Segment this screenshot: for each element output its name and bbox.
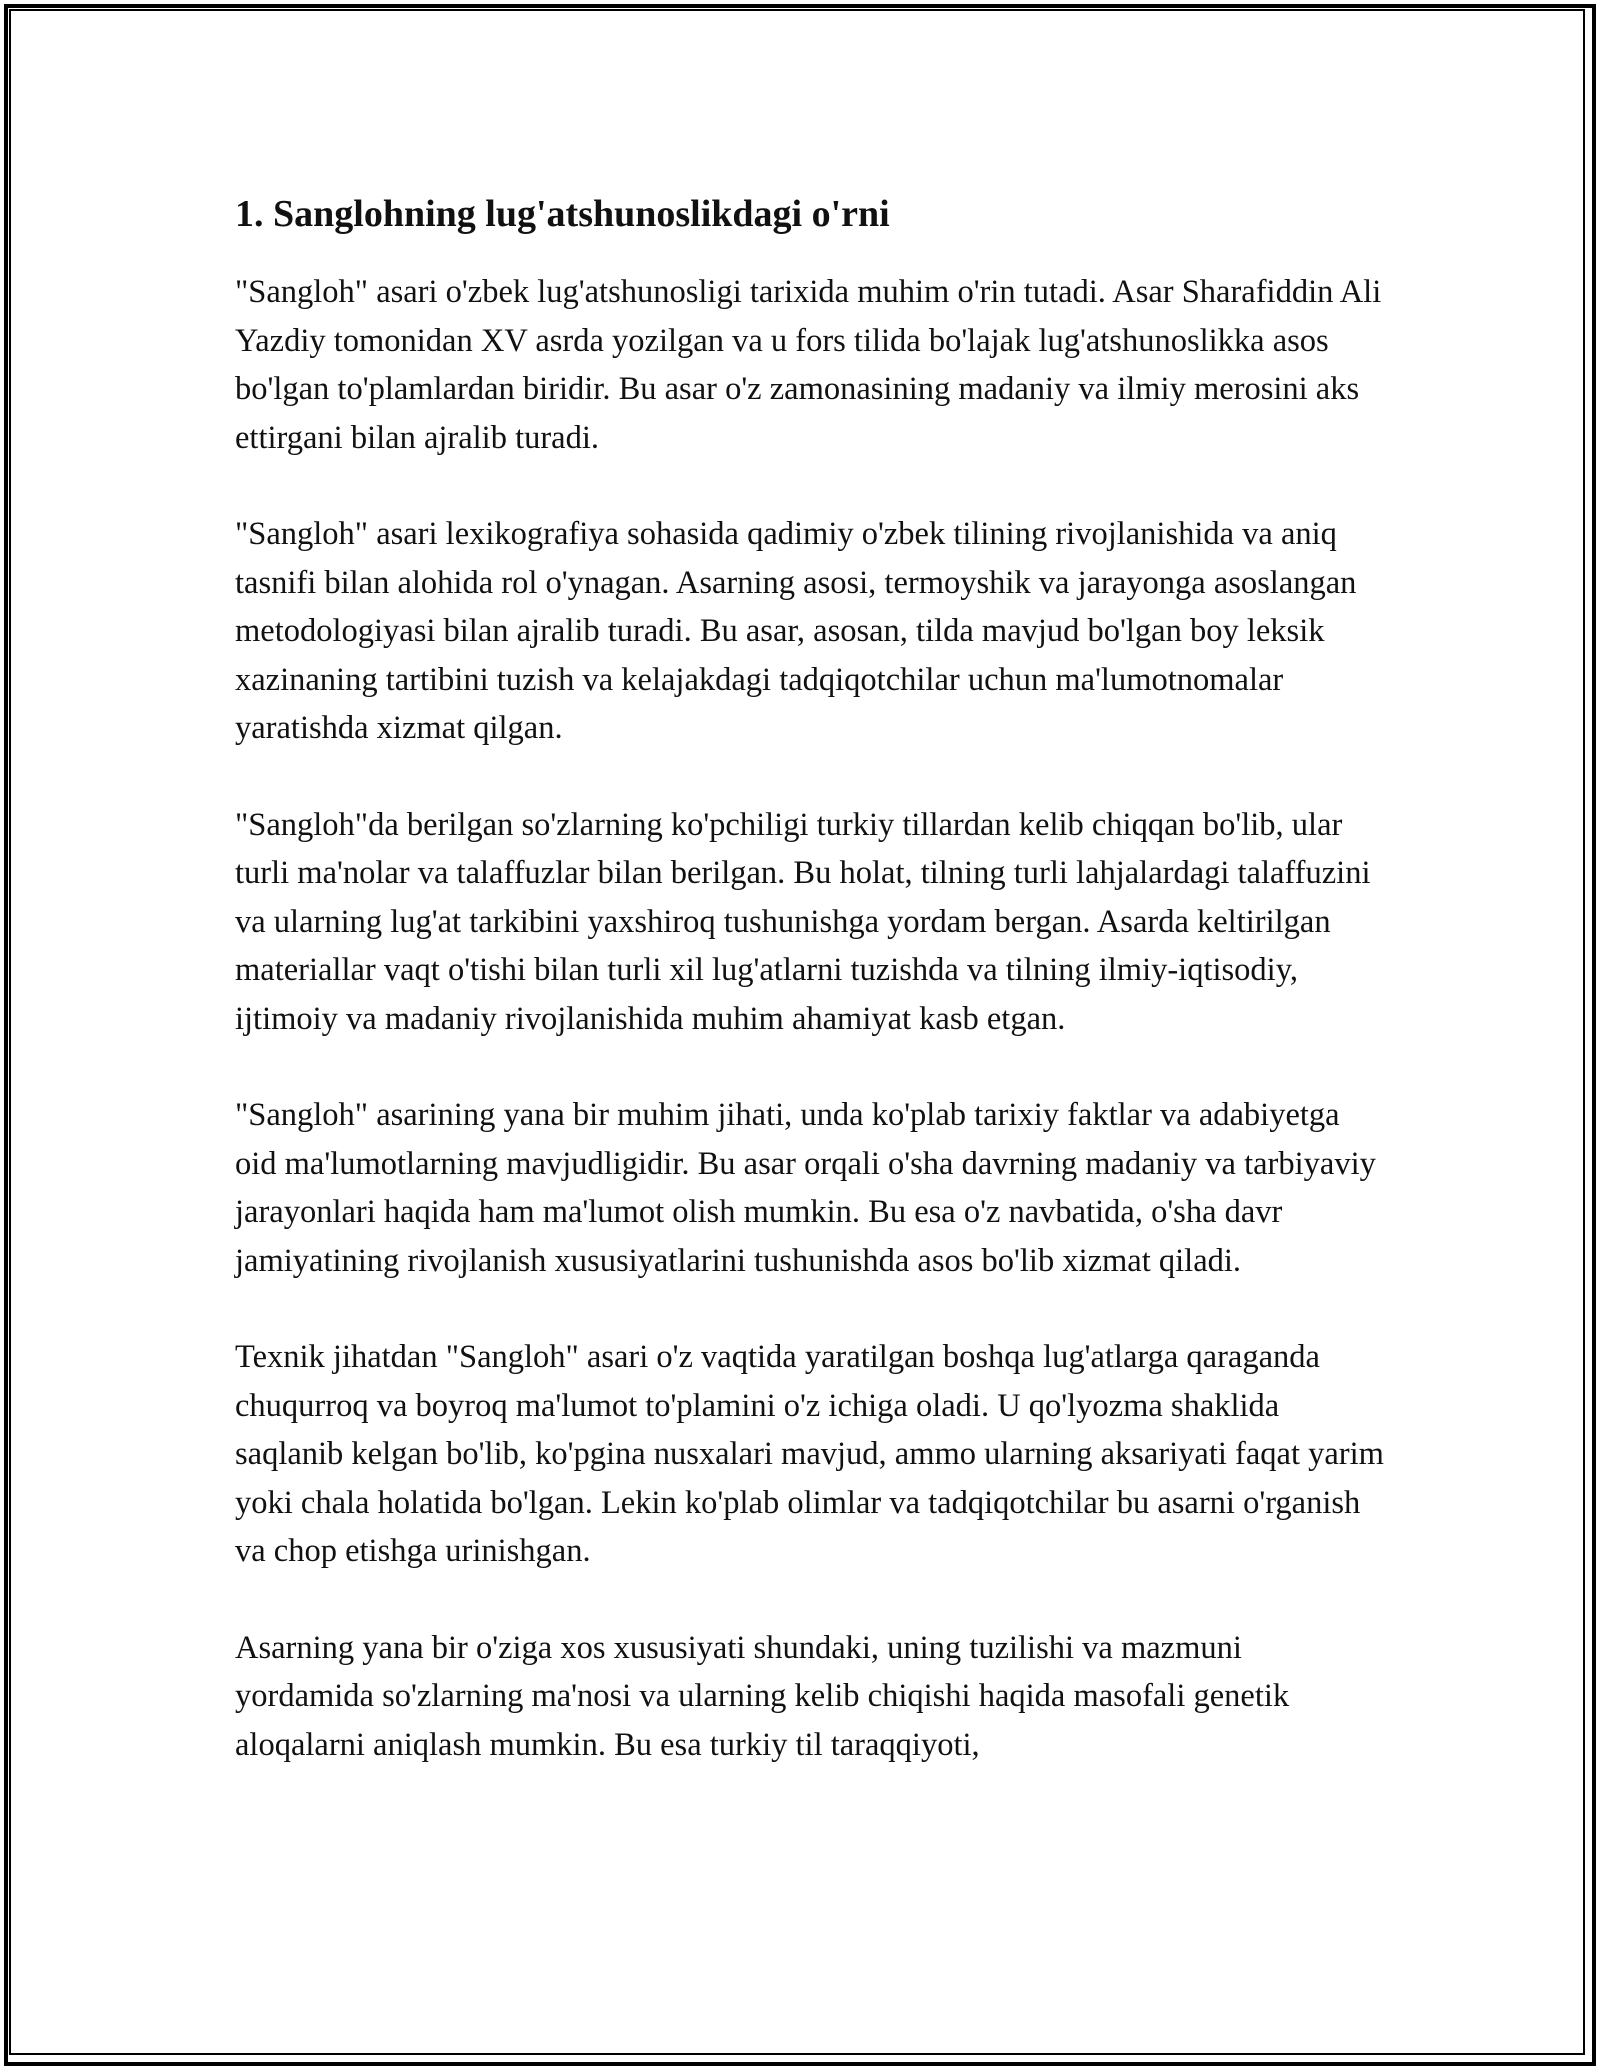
paragraph-5: Texnik jihatdan "Sangloh" asari o'z vaqtida yaratilgan boshqa lug'atlarga qaraganda chuqurroq va boyroq ma'lumot to'plamini o'z ichiga oladi. U qo'lyozma shaklida saqlanib kelgan bo'lib, ko'pgina nusxalari mavjud, ammo ularning aksariyati faqat yarim yoki chala holatida bo'lgan. Lekin ko'plab olimlar va tadqiqotchilar bu asarni o'rganish va chop etishga urinishgan. [235,1339,1384,1569]
paragraph-2: "Sangloh" asari lexikografiya sohasida qadimiy o'zbek tilining rivojlanishida va aniq tasnifi bilan alohida rol o'ynagan. Asarning asosi, termoyshik va jarayonga asoslangan metodologiyasi bilan ajralib turadi. Bu asar, asosan, tilda mavjud bo'lgan boy leksik xazinaning tartibini tuzish va kelajakdagi tadqiqotchilar uchun ma'lumotnomalar yaratishda xizmat qilgan. [235,516,1357,746]
paragraph-3: "Sangloh"da berilgan so'zlarning ko'pchiligi turkiy tillardan kelib chiqqan bo'lib, ular turli ma'nolar va talaffuzlar bilan berilgan. Bu holat, tilning turli lahjalardagi talaffuzini va ularning lug'at tarkibini yaxshiroq tushunishga yordam bergan. Asarda keltirilgan materiallar vaqt o'tishi bilan turli xil lug'atlarni tuzishda va tilning ilmiy-iqtisodiy, ijtimoiy va madaniy rivojlanishida muhim ahamiyat kasb etgan. [235,806,1371,1037]
paragraph-1: "Sangloh" asari o'zbek lug'atshunosligi tarixida muhim o'rin tutadi. Asar Sharafiddin Ali Yazdiy tomonidan XV asrda yozilgan va u fors tilida bo'lajak lug'atshunoslikka asos bo'lgan to'plamlardan biridir. Bu asar o'z zamonasining madaniy va ilmiy merosini aks ettirgani bilan ajralib turadi. [235,274,1382,456]
paragraph-4: "Sangloh" asarining yana bir muhim jihati, unda ko'plab tarixiy faktlar va adabiyetga oid ma'lumotlarning mavjudligidir. Bu asar orqali o'sha davrning madaniy va tarbiyaviy jarayonlari haqida ham ma'lumot olish mumkin. Bu esa o'z navbatida, o'sha davr jamiyatining rivojlanish xususiyatlarini tushunishda asos bo'lib xizmat qiladi. [235,1097,1376,1279]
paragraph-6: Asarning yana bir o'ziga xos xususiyati shundaki, uning tuzilishi va mazmuni yordamida so'zlarning ma'nosi va ularning kelib chiqishi haqida masofali genetik aloqalarni aniqlash mumkin. Bu esa turkiy til taraqqiyoti, [235,1629,1290,1763]
document-body [235,180,1385,1817]
section-heading: 1. Sanglohning lug'atshunoslikdagi o'rni [235,193,890,235]
